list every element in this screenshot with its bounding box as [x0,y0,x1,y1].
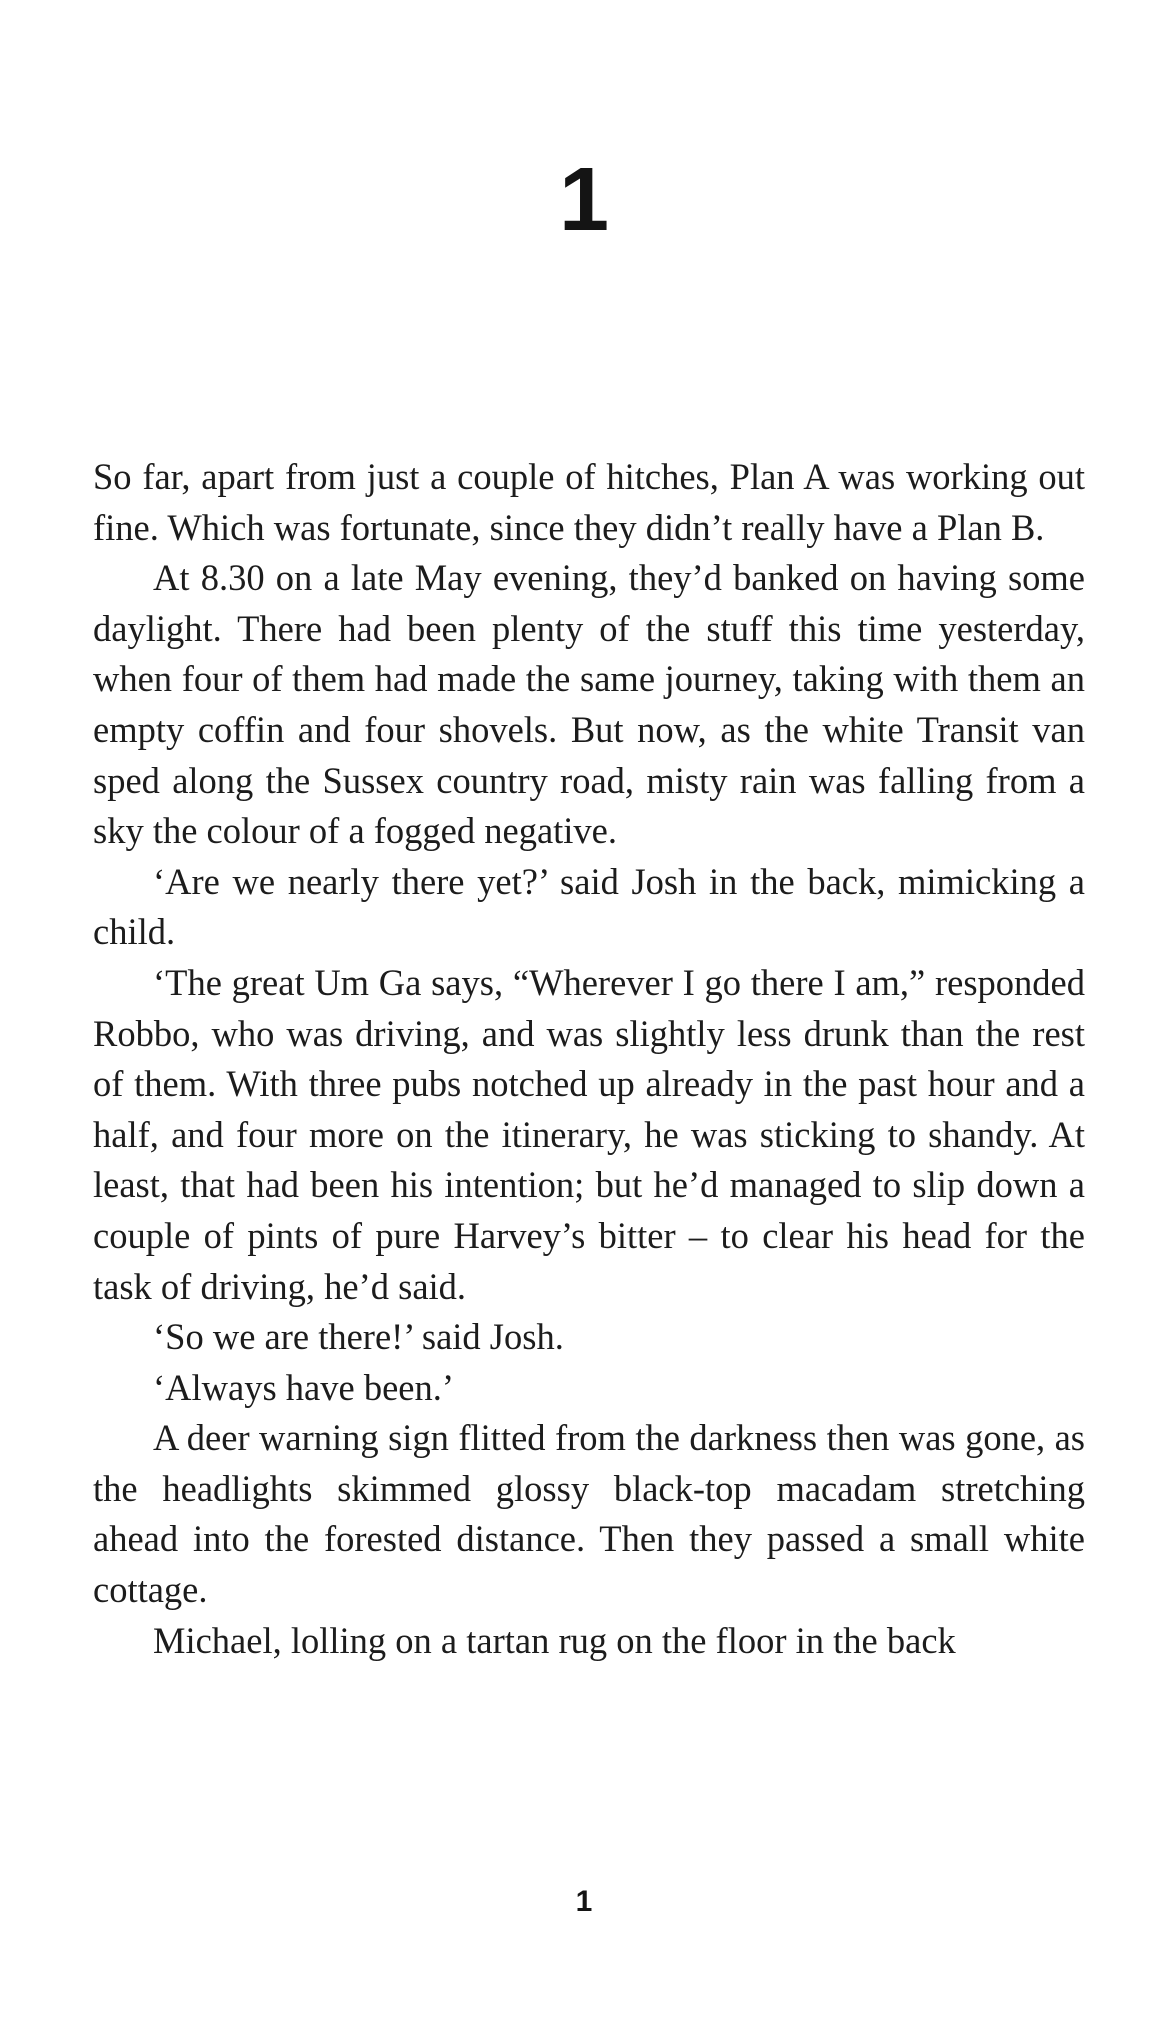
paragraph: ‘Are we nearly there yet?’ said Josh in the back, mimicking a child. [93,860,1085,953]
paragraph: ‘The great Um Ga says, “Wherever I go there I am,” responded Robbo, who was driving, and was slightly less drunk than the rest of them. With three pubs notched up already in the past hour and a half, and four more on the itinerary, he was sticking to shandy. At least, that had been his intention; but he’d managed to slip down a couple of pints of pure Harvey’s bitter – to clear his head for the task of driving, he’d said. [93,961,1085,1307]
paragraph: ‘So we are there!’ said Josh. [153,1316,564,1358]
chapter-number: 1 [558,150,610,250]
paragraph: So far, apart from just a couple of hitches, Plan A was working out fine. Which was fortunate, since they didn’t really have a Plan B. [93,456,1085,548]
paragraph: ‘Always have been.’ [153,1366,455,1408]
paragraph: Michael, lolling on a tartan rug on the floor in the back [153,1619,956,1661]
page-number: 1 [575,1885,593,1918]
paragraph: At 8.30 on a late May evening, they’d banked on having some daylight. There had been plenty of the stuff this time yesterday, when four of them had made the same journey, taking with them an empty coffin and four shovels. But now, as the white Transit van sped along the Sussex country road, misty rain was falling from a sky the colour of a fogged negative. [93,557,1085,852]
paragraph: A deer warning sign flitted from the darkness then was gone, as the headlights skimmed glossy black-top macadam stretching ahead into the forested distance. Then they passed a small white cottage. [93,1417,1085,1611]
body-text [93,452,1085,1666]
